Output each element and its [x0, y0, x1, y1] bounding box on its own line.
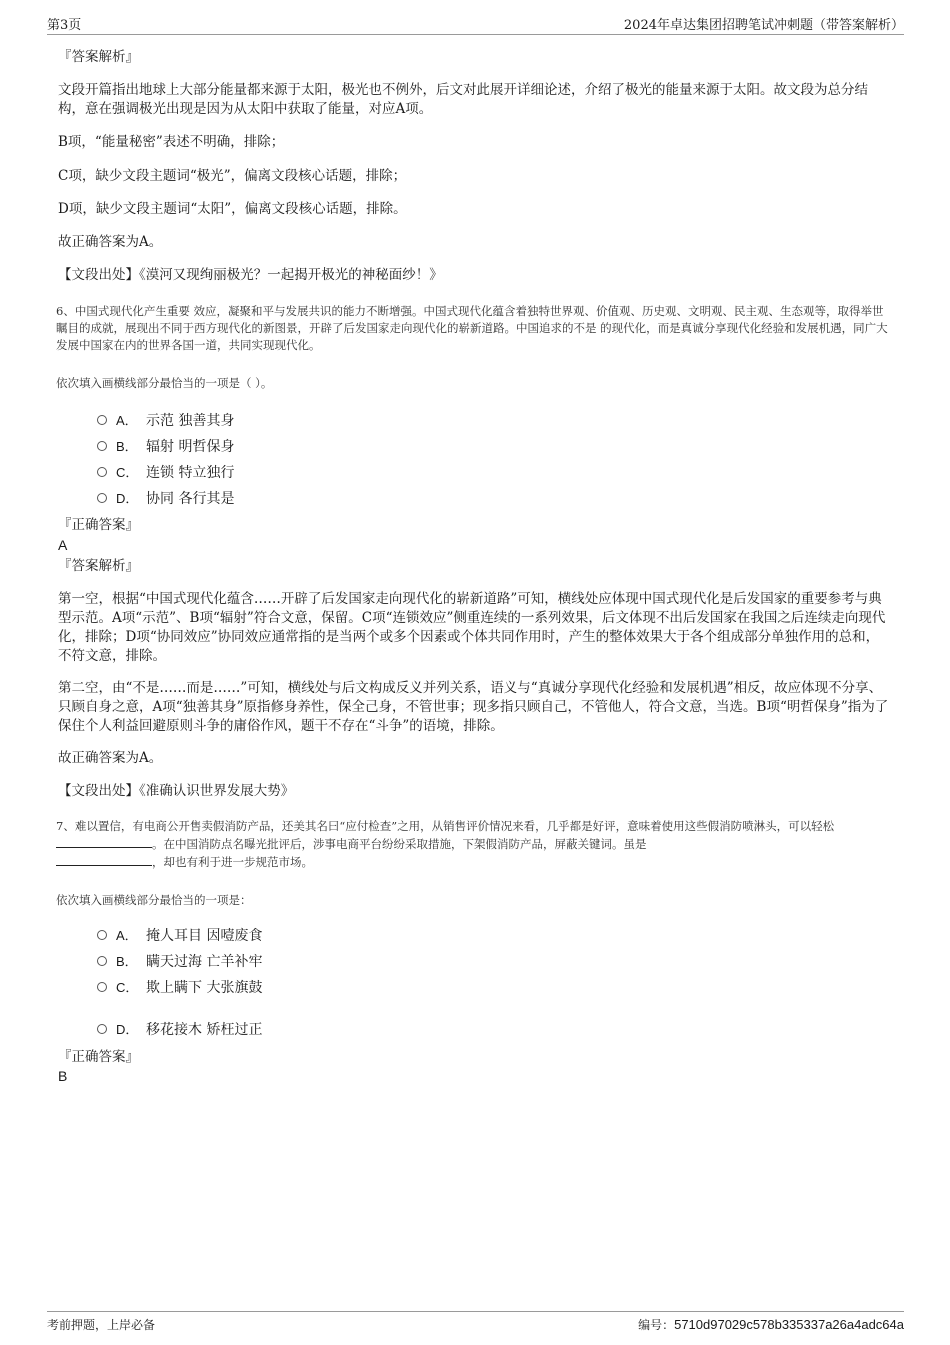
option-text: 协同 各行其是: [146, 491, 235, 507]
radio-button-icon[interactable]: [97, 982, 107, 992]
radio-button-icon[interactable]: [97, 415, 107, 425]
q6-source: 【文段出处】《准确认识世界发展大势》: [58, 783, 295, 799]
q7-option-d[interactable]: [97, 1021, 262, 1039]
option-letter: D．: [116, 491, 139, 506]
option-letter: A．: [116, 413, 138, 428]
q6-correct-answer: A: [58, 537, 68, 553]
option-text: 瞒天过海 亡羊补牢: [146, 954, 263, 970]
q7-stem-part-2: 。在中国消防点名曝光批评后，涉事电商平台纷纷采取措施，下架假消防产品，屏蔽关键词。虽是: [152, 837, 647, 851]
document-code: [638, 1316, 904, 1333]
radio-button-icon[interactable]: [97, 930, 107, 940]
option-letter: C．: [116, 980, 139, 995]
q7-prompt: 依次填入画横线部分最恰当的一项是：: [56, 893, 252, 907]
q6-analysis-paragraph-2: 第二空，由“不是……而是……”可知，横线处与后文构成反义并列关系，语义与“真诚分享现代化经验和发展机遇”相反，故应体现不分享、只顾自身之意，A项“独善其身”原指修身养性，保全己身，不管世事；现多指只顾自己，不管他人，符合文意，当选。B项“明哲保身”指为了保住个人利益回避原则斗争的庸俗作风，题干不存在“斗争”的语境，排除。: [58, 680, 889, 734]
footer-slogan: 考前押题，上岸必备: [47, 1318, 156, 1332]
option-text: 示范 独善其身: [146, 413, 235, 429]
option-letter: B．: [116, 954, 138, 969]
document-title: 2024年卓达集团招聘笔试冲刺题（带答案解析）: [623, 18, 904, 33]
q6-correct-label: 『正确答案』: [58, 517, 139, 533]
q7-correct-answer: B: [58, 1068, 68, 1084]
q5-analysis-option-c: C项，缺少文段主题词“极光”，偏离文段核心话题，排除；: [58, 168, 407, 184]
q7-stem: [56, 818, 894, 871]
q6-option-c[interactable]: [97, 464, 234, 482]
q5-analysis-paragraph: 文段开篇指出地球上大部分能量都来源于太阳，极光也不例外，后文对此展开详细论述，介绍了极光的能量来源于太阳。故文段为总分结构，意在强调极光出现是因为从太阳中获取了能量，对应A项。: [58, 82, 868, 117]
radio-button-icon[interactable]: [97, 441, 107, 451]
q7-correct-label: 『正确答案』: [58, 1049, 139, 1065]
q6-option-d[interactable]: [97, 490, 234, 508]
option-letter: B．: [116, 439, 138, 454]
q6-option-a[interactable]: [97, 412, 234, 430]
q6-analysis-label: 『答案解析』: [58, 558, 139, 574]
q7-option-b[interactable]: [97, 953, 262, 971]
q6-analysis-paragraph-1: 第一空，根据“中国式现代化蕴含……开辟了后发国家走向现代化的崭新道路”可知，横线处应体现中国式现代化是后发国家的重要参考与典型示范。A项“示范”、B项“辐射”符合文意，保留。C项“连锁效应”侧重连续的一系列效果，后文体现不出后发国家在我国之后连续走向现代化，排除；D项“协同效应”协同效应通常指的是当两个或多个因素或个体共同作用时，产生的整体效果大于各个组成部分单独作用的总和，不符文意，排除。: [58, 591, 886, 664]
page-footer: [47, 1311, 904, 1334]
option-text: 欺上瞒下 大张旗鼓: [146, 980, 263, 996]
radio-button-icon[interactable]: [97, 1024, 107, 1034]
fill-blank-1: [56, 835, 152, 848]
q5-analysis-option-b: B项，“能量秘密”表述不明确，排除；: [58, 134, 285, 150]
option-letter: A．: [116, 928, 138, 943]
q6-option-b[interactable]: [97, 438, 234, 456]
option-letter: C．: [116, 465, 139, 480]
q5-source: 【文段出处】《漠河又现绚丽极光？一起揭开极光的神秘面纱！》: [58, 267, 443, 283]
q6-stem: 6、中国式现代化产生重要 效应，凝聚和平与发展共识的能力不断增强。中国式现代化蕴含着独特世界观、价值观、历史观、文明观、民主观、生态观等，取得举世瞩目的成就，展现出不同于西方现代化的新图景，开辟了后发国家走向现代化的崭新道路。中国追求的不是 的现代化，而是真诚分享现代化经验和发展机遇，同广大发展中国家在内的世界各国一道，共同实现现代化。: [56, 304, 888, 352]
fill-blank-2: [56, 853, 152, 866]
radio-button-icon[interactable]: [97, 493, 107, 503]
option-text: 辐射 明哲保身: [146, 439, 235, 455]
page-header: [47, 14, 904, 35]
q7-option-a[interactable]: [97, 927, 262, 945]
q7-stem-part-3: ，却也有利于进一步规范市场。: [152, 855, 313, 869]
q6-conclusion: 故正确答案为A。: [58, 750, 163, 766]
option-text: 连锁 特立独行: [146, 465, 235, 481]
q7-stem-part-1: 7、难以置信，有电商公开售卖假消防产品，还美其名曰“应付检查”之用，从销售评价情况来看，几乎都是好评，意味着使用这些假消防喷淋头，可以轻松: [56, 819, 835, 833]
q5-conclusion: 故正确答案为A。: [58, 234, 163, 250]
q6-prompt: 依次填入画横线部分最恰当的一项是（ ）。: [56, 376, 273, 390]
page-number: 第3页: [47, 18, 82, 33]
code-value: 5710d97029c578b335337a26a4adc64a: [674, 1317, 904, 1332]
option-letter: D．: [116, 1022, 139, 1037]
q5-analysis-label: 『答案解析』: [58, 49, 139, 65]
option-text: 掩人耳目 因噎废食: [146, 928, 263, 944]
radio-button-icon[interactable]: [97, 467, 107, 477]
q5-analysis-option-d: D项，缺少文段主题词“太阳”，偏离文段核心话题，排除。: [58, 201, 407, 217]
q7-option-c[interactable]: [97, 979, 262, 997]
option-text: 移花接木 矫枉过正: [146, 1022, 263, 1038]
code-label: 编号：: [638, 1318, 675, 1332]
radio-button-icon[interactable]: [97, 956, 107, 966]
